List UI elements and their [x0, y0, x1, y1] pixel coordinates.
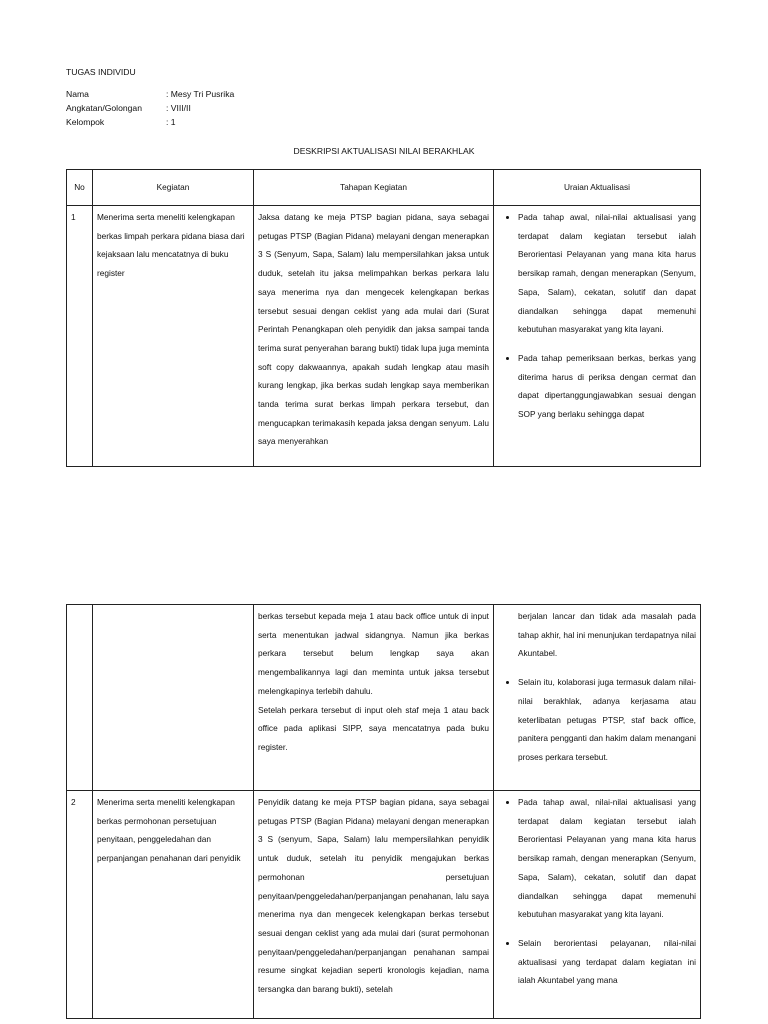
info-label: Angkatan/Golongan	[66, 103, 142, 113]
uraian-list	[498, 208, 696, 424]
info-label: Kelompok	[66, 117, 105, 127]
table-row	[67, 791, 701, 1019]
header-no: No	[67, 170, 93, 206]
uraian-item: • Pada tahap awal, nilai-nilai aktualisasi yang terdapat dalam kegiatan tersebut ialah Berorientasi Pelayanan yang mana kita harus bersikap ramah, dengan menerapkan (Senyum, Sapa, Salam), cekatan, solutif dan dapat diandalkan sehingga dapat memenuhi kebutuhan masyarakat yang kita layani.	[518, 793, 696, 924]
uraian-item: • Selain berorientasi pelayanan, nilai-nilai aktualisasi yang terdapat dalam kegiatan ini ialah Akuntabel yang mana	[518, 934, 696, 990]
info-value: : 1	[166, 117, 176, 127]
uraian-list	[498, 673, 696, 767]
uraian-continued-text: berjalan lancar dan tidak ada masalah pada tahap akhir, hal ini menunjukan terdapatnya nilai Akuntabel.	[518, 611, 696, 659]
header-uraian: Uraian Aktualisasi	[494, 170, 701, 206]
tahapan-cell	[254, 206, 494, 467]
info-value: : Mesy Tri Pusrika	[166, 89, 235, 99]
tahapan-text: berkas tersebut kepada meja 1 atau back office untuk di input serta menentukan jadwal sidangnya. Namun jika berkas perkara tersebut belum lengkap saya akan mengembalikannya lagi dan meminta untuk jaksa tersebut melengkapinya terlebih dahulu.	[258, 611, 489, 696]
table-header-row	[67, 170, 701, 206]
tahapan-cell	[254, 605, 494, 791]
tahapan-text: Penyidik datang ke meja PTSP bagian pidana, saya sebagai petugas PTSP (Bagian Pidana) melayani dengan menerapkan 3 S (senyum, Sapa, Salam) lalu mempersilahkan penyidik untuk duduk, setelah itu penyidik mengajukan berkas permohonan persetujuan penyitaan/penggeledahan/perpanjangan penahanan, lalu saya menerima nya dan mengecek kelengkapan berkas tersebut sesuai dengan ceklist yang ada mulai dari (surat permohonan penyitaan/penggeledahan/perpanjangan penahanan sampai resume singkat kejadian seperti kronologis kejadian, nama tersangka dan barang bukti), setelah	[258, 797, 489, 995]
kegiatan-cell: Menerima serta meneliti kelengkapan berkas permohonan persetujuan penyitaan, penggeledahan dan perpanjangan penahanan dari penyidik	[93, 791, 254, 1019]
info-label: Nama	[66, 89, 89, 99]
uraian-cell	[494, 605, 701, 791]
uraian-item: • Selain itu, kolaborasi juga termasuk dalam nilai-nilai berakhlak, adanya kerjasama atau keterlibatan petugas PTSP, staf back office, panitera pengganti dan hakim dalam menangani proses perkara tersebut.	[518, 673, 696, 767]
row-number: 2	[67, 791, 93, 1019]
tahapan-text: Setelah perkara tersebut di input oleh staf meja 1 atau back office pada aplikasi SIPP, saya mencatatnya pada buku register.	[258, 704, 489, 752]
tahapan-text: Jaksa datang ke meja PTSP bagian pidana, saya sebagai petugas PTSP (Bagian Pidana) melayani dengan menerapkan 3 S (Senyum, Sapa, Salam) lalu mempersilahkan jaksa untuk duduk, setelah itu jaksa melimpahkan berkas perkara lalu saya menerima nya dan mengecek kelengkapan berkas tersebut sesuai dengan ceklist yang ada mulai dari (Surat Perintah Penangkapan oleh penyidik dan jaksa sampai tanda terima surat penyerahan barang bukti) tidak lupa juga meminta soft copy dakwaannya, apakah sudah lengkap atau masih kurang lengkap, jika berkas sudah lengkap saya memberikan tanda terima surat berkas limpah perkara tersebut, dan mengucapkan terimakasih kepada jaksa dengan senyum. Lalu saya menyerahkan	[258, 212, 489, 447]
table-row	[67, 206, 701, 467]
uraian-cell	[494, 791, 701, 1019]
uraian-list	[498, 793, 696, 990]
kegiatan-cell: Menerima serta meneliti kelengkapan berkas limpah perkara pidana biasa dari kejaksaan lalu mencatatnya di buku register	[93, 206, 254, 467]
uraian-item: • Pada tahap awal, nilai-nilai aktualisasi yang terdapat dalam kegiatan tersebut ialah Berorientasi Pelayanan yang mana kita harus bersikap ramah, dengan menerapkan (Senyum, Sapa, Salam), cekatan, solutif dan dapat diandalkan sehingga dapat memenuhi kebutuhan masyarakat yang kita layani.	[518, 208, 696, 339]
uraian-wrap	[498, 208, 696, 464]
header-tahapan: Tahapan Kegiatan	[254, 170, 494, 206]
doc-title: TUGAS INDIVIDU	[66, 67, 136, 77]
row-number: 1	[67, 206, 93, 467]
uraian-wrap	[498, 793, 696, 1015]
uraian-cell	[494, 206, 701, 467]
header-kegiatan: Kegiatan	[93, 170, 254, 206]
activity-table-page-1	[66, 169, 701, 467]
tahapan-cell	[254, 791, 494, 1019]
uraian-item: • Pada tahap pemeriksaan berkas, berkas yang diterima harus di periksa dengan cermat dan dapat dipertanggungjawabkan sesuai dengan SOP yang berlaku sehingga dapat	[518, 349, 696, 424]
kegiatan-cell-empty	[93, 605, 254, 791]
activity-table-page-2	[66, 604, 701, 1019]
info-value: : VIII/II	[166, 103, 191, 113]
row-number-empty	[67, 605, 93, 791]
table-row-continued	[67, 605, 701, 791]
section-title: DESKRIPSI AKTUALISASI NILAI BERAKHLAK	[293, 146, 475, 156]
